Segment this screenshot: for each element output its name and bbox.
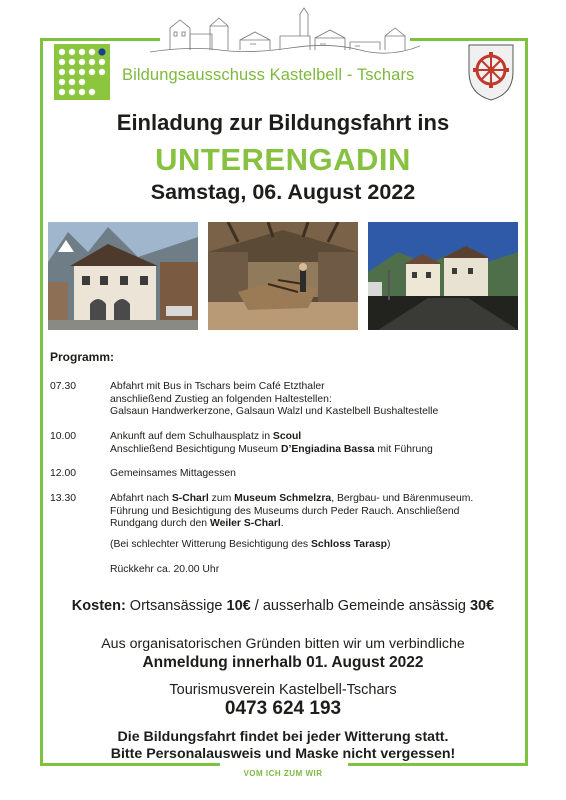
return-time: Rückkehr ca. 20.00 Uhr [110,564,220,575]
program-text: Führung und Besichtigung des Museums durch Peder Rauch. Anschließend [110,505,460,517]
phone-number: 0473 624 193 [224,698,342,719]
organizer-name: Tourismusverein Kastelbell-Tschars [169,682,397,698]
cost-other: 30€ [469,598,495,614]
program-text: Gemeinsames Mittagessen [110,468,236,479]
slogan: VOM ICH ZUM WIR [243,769,323,778]
photo-museum-interior [208,222,358,330]
event-date: Samstag, 06. August 2022 [150,180,416,204]
program-time: 12.00 [50,468,77,479]
place-scharl: S-Charl [171,493,209,504]
invitation-heading: Einladung zur Bildungsfahrt ins [116,110,450,135]
bring-id-notice: Bitte Personalausweis und Maske nicht vergessen! [110,746,456,762]
place-scoul: Scoul [272,431,302,442]
costs-label: Kosten: [71,598,126,614]
program-text: Galsaun Handwerkerzone, Galsaun Walzl und Kastelbell Bushaltestelle [110,406,439,418]
program-text: Abfahrt nach S-Charl zum Museum Schmelzra, Bergbau- und Bärenmuseum. [110,493,474,504]
program-time: 07.30 [50,381,77,392]
program-text: Ankunft auf dem Schulhausplatz in Scoul [110,431,302,442]
registration-reason: Aus organisatorischen Gründen bitten wir um verbindliche [101,636,465,652]
frame-bottom-right [348,763,528,766]
weather-note: (Bei schlechter Witterung Besichtigung des Schloss Tarasp) [110,539,391,550]
destination-title: UNTERENGADIN [155,142,411,177]
schloss-tarasp: Schloss Tarasp [310,539,388,550]
cost-local: 10€ [226,598,251,614]
program-text: Rundgang durch den Weiler S-Charl. [110,518,284,530]
grid-dots-logo [54,44,110,100]
program-text: Abfahrt mit Bus in Tschars beim Café Etzthaler [110,381,325,392]
frame-top-right [410,38,528,41]
museum-name: D’Engiadina Bassa [280,443,375,455]
registration-deadline: Anmeldung innerhalb 01. August 2022 [142,654,424,671]
frame-bottom-left [40,763,220,766]
weather-notice: Die Bildungsfahrt findet bei jeder Witterung statt. [117,729,449,745]
museum-schmelzra: Museum Schmelzra [234,493,332,504]
costs-line: Kosten: Ortsansässige 10€ / ausserhalb Gemeinde ansässig 30€ [71,598,495,614]
wheel-crest-icon [466,42,516,102]
photo-village-street [368,222,518,330]
org-name: Bildungsausschuss Kastelbell - Tschars [122,66,415,84]
program-heading: Programm: [50,350,115,364]
village-sketch-icon [150,6,420,58]
program-time: 10.00 [50,431,77,442]
program-text: Anschließend Besichtigung Museum D’Engiadina Bassa mit Führung [110,443,433,455]
program-time: 13.30 [50,493,77,504]
weiler-scharl: Weiler S-Charl [209,518,281,530]
program-text: anschließend Zustieg an folgenden Haltestellen: [110,393,332,405]
frame-top-left [40,38,160,41]
photo-engadin-house [48,222,198,330]
